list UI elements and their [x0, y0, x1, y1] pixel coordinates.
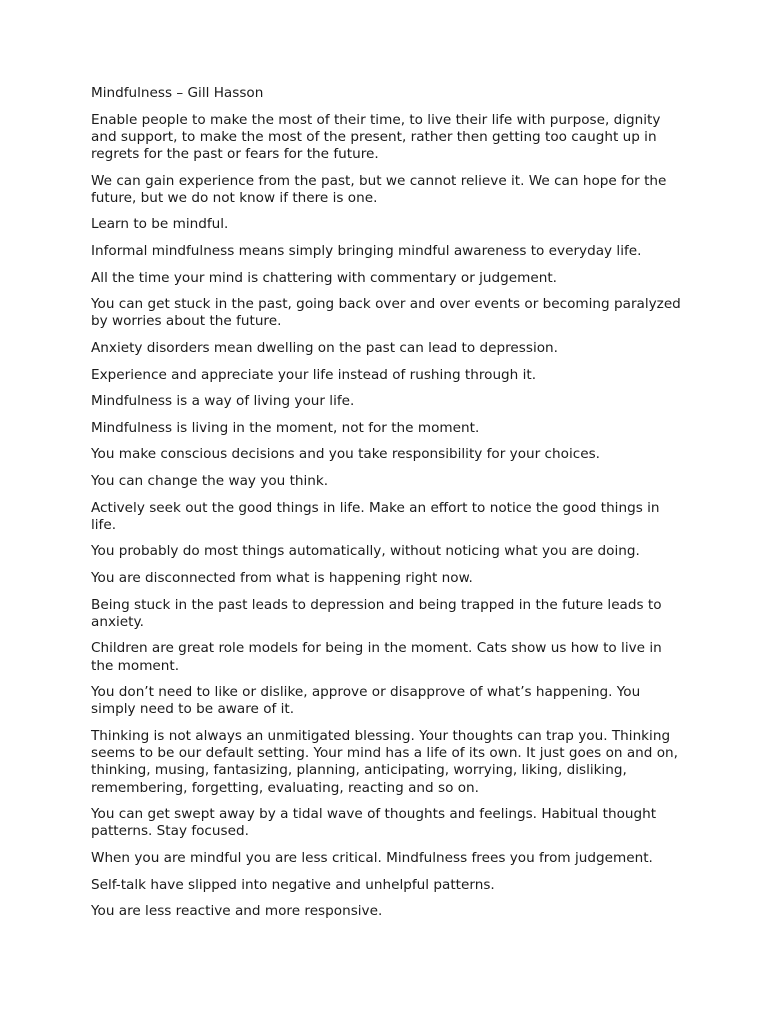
- paragraph: You probably do most things automatically, without noticing what you are doing.: [91, 543, 640, 560]
- paragraph: Learn to be mindful.: [91, 216, 229, 233]
- paragraph: Anxiety disorders mean dwelling on the past can lead to depression.: [91, 339, 558, 356]
- paragraph: You can get stuck in the past, going back over and over events or becoming paralyzed by worries about the future.: [91, 296, 681, 330]
- paragraph: Being stuck in the past leads to depression and being trapped in the future leads to anxiety.: [91, 596, 662, 630]
- paragraph: All the time your mind is chattering with commentary or judgement.: [91, 269, 558, 286]
- paragraph: You are less reactive and more responsive.: [91, 903, 383, 920]
- paragraph: Mindfulness is living in the moment, not for the moment.: [91, 419, 480, 436]
- paragraph: Experience and appreciate your life instead of rushing through it.: [91, 366, 537, 383]
- document-title: Mindfulness – Gill Hasson: [91, 85, 264, 101]
- paragraph: You can get swept away by a tidal wave of thoughts and feelings. Habitual thought patterns. Stay focused.: [91, 806, 657, 840]
- paragraph: When you are mindful you are less critical. Mindfulness frees you from judgement.: [91, 849, 653, 866]
- paragraph: You can change the way you think.: [91, 472, 329, 489]
- paragraph: Enable people to make the most of their time, to live their life with purpose, dignity and support, to make the most of the present, rather then getting too caught up in regrets for the past or fears for the future.: [91, 111, 661, 162]
- paragraph: Thinking is not always an unmitigated blessing. Your thoughts can trap you. Thinking seems to be our default setting. Your mind has a life of its own. It just goes on and on, thinking, musing, fantasizing, planning, anticipating, worrying, liking, disliking, remembering, forgetting, evaluating, reacting and so on.: [91, 727, 678, 796]
- document-body: [91, 85, 681, 930]
- paragraph: Informal mindfulness means simply bringing mindful awareness to everyday life.: [91, 242, 642, 259]
- paragraph: Self-talk have slipped into negative and unhelpful patterns.: [91, 876, 495, 893]
- paragraph: Mindfulness is a way of living your life.: [91, 393, 355, 410]
- paragraph: Children are great role models for being in the moment. Cats show us how to live in the moment.: [91, 640, 662, 674]
- paragraph: We can gain experience from the past, but we cannot relieve it. We can hope for the future, but we do not know if there is one.: [91, 172, 667, 206]
- paragraph: Actively seek out the good things in life. Make an effort to notice the good things in life.: [91, 499, 660, 533]
- paragraph: You don’t need to like or dislike, approve or disapprove of what’s happening. You simply need to be aware of it.: [91, 684, 641, 718]
- paragraph: You are disconnected from what is happening right now.: [91, 569, 473, 586]
- paragraph: You make conscious decisions and you take responsibility for your choices.: [91, 446, 600, 463]
